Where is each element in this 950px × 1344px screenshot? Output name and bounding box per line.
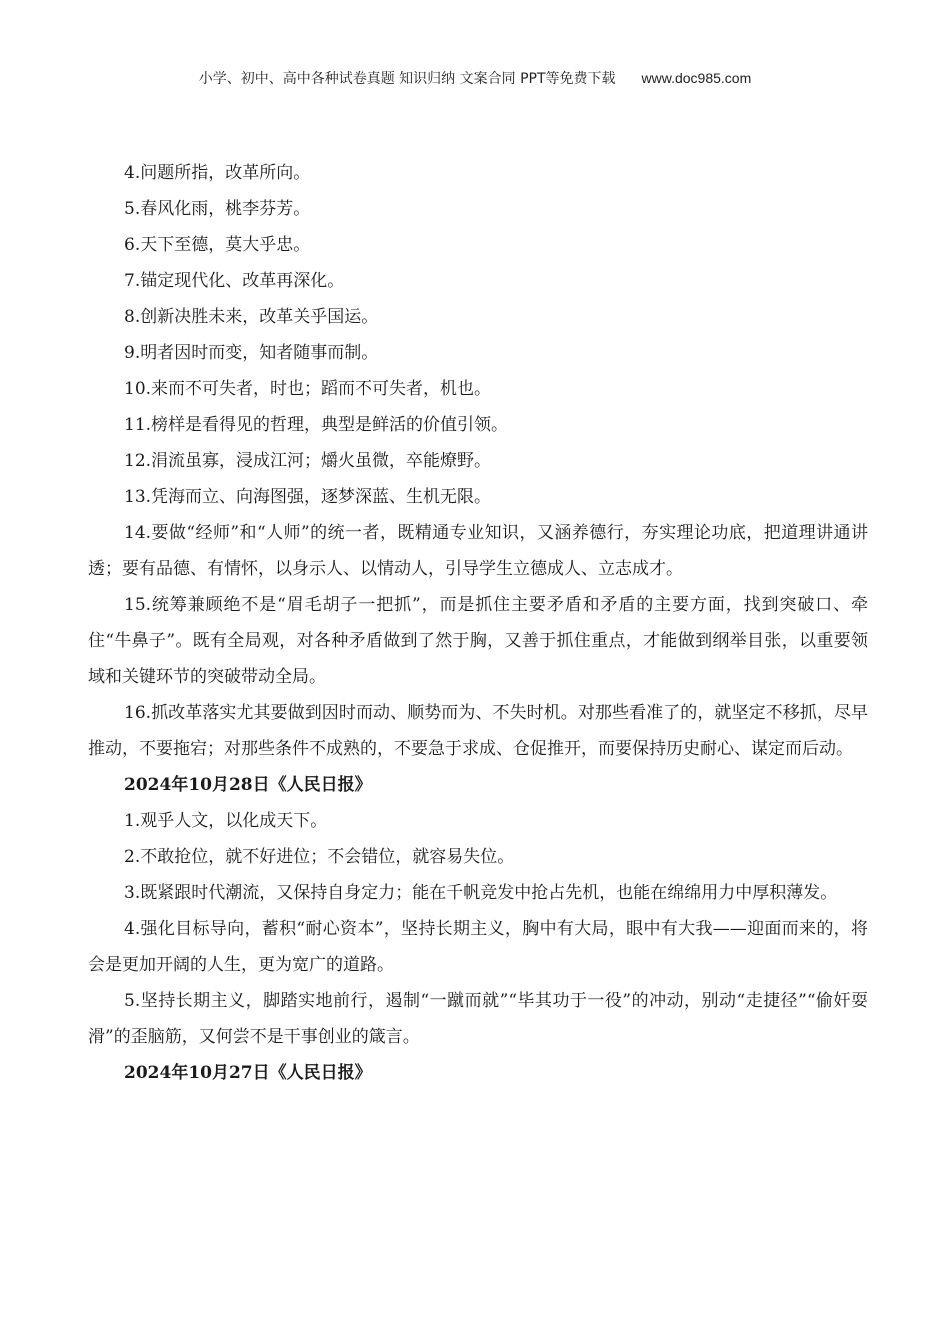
- list-item: 4.问题所指，改革所向。: [124, 163, 311, 183]
- paragraph: 4.强化目标导向，蓄积“耐心资本”，坚持长期主义，胸中有大局，眼中有大我——迎面而来的，将会是更加开阔的人生，更为宽广的道路。: [88, 919, 868, 975]
- paragraph: 16.抓改革落实尤其要做到因时而动、顺势而为、不失时机。对那些看准了的，就坚定不移抓，尽早推动，不要拖宕；对那些条件不成熟的，不要急于求成、仓促推开，而要保持历史耐心、谋定而后动。: [88, 703, 868, 759]
- header-url: www.doc985.com: [641, 70, 752, 86]
- list-item: 8.创新决胜未来，改革关乎国运。: [124, 307, 379, 327]
- paragraph: 14.要做“经师”和“人师”的统一者，既精通专业知识，又涵养德行，夯实理论功底，把道理讲通讲透；要有品德、有情怀，以身示人、以情动人，引导学生立德成人、立志成才。: [88, 523, 868, 579]
- paragraph: 15.统筹兼顾绝不是“眉毛胡子一把抓”，而是抓住主要矛盾和矛盾的主要方面，找到突破口、牵住“牛鼻子”。既有全局观，对各种矛盾做到了然于胸，又善于抓住重点，才能做到纲举目张，以重要领域和关键环节的突破带动全局。: [88, 595, 868, 687]
- page-header: [0, 68, 950, 88]
- list-item: 10.来而不可失者，时也；蹈而不可失者，机也。: [124, 379, 492, 399]
- list-item: 1.观乎人文，以化成天下。: [124, 811, 328, 831]
- list-item: 12.涓流虽寡，浸成江河；爝火虽微，卒能燎野。: [124, 451, 492, 471]
- header-text: 小学、初中、高中各种试卷真题 知识归纳 文案合同 PPT等免费下载: [198, 71, 616, 87]
- list-item: 13.凭海而立、向海图强，逐梦深蓝、生机无限。: [124, 487, 492, 507]
- list-item: 5.春风化雨，桃李芬芳。: [124, 199, 311, 219]
- section-heading: 2024年10月27日《人民日报》: [124, 1063, 372, 1083]
- document-body: [88, 155, 868, 1091]
- list-item: 9.明者因时而变，知者随事而制。: [124, 343, 379, 363]
- list-item: 7.锚定现代化、改革再深化。: [124, 271, 345, 291]
- list-item: 6.天下至德，莫大乎忠。: [124, 235, 311, 255]
- paragraph: 5.坚持长期主义，脚踏实地前行，遏制“一蹴而就”“毕其功于一役”的冲动，别动“走捷径”“偷奸耍滑”的歪脑筋，又何尝不是干事创业的箴言。: [88, 991, 868, 1047]
- section-heading: 2024年10月28日《人民日报》: [124, 775, 372, 795]
- list-item: 11.榜样是看得见的哲理，典型是鲜活的价值引领。: [124, 415, 509, 435]
- paragraph: 3.既紧跟时代潮流，又保持自身定力；能在千帆竞发中抢占先机，也能在绵绵用力中厚积薄发。: [124, 883, 838, 903]
- list-item: 2.不敢抢位，就不好进位；不会错位，就容易失位。: [124, 847, 515, 867]
